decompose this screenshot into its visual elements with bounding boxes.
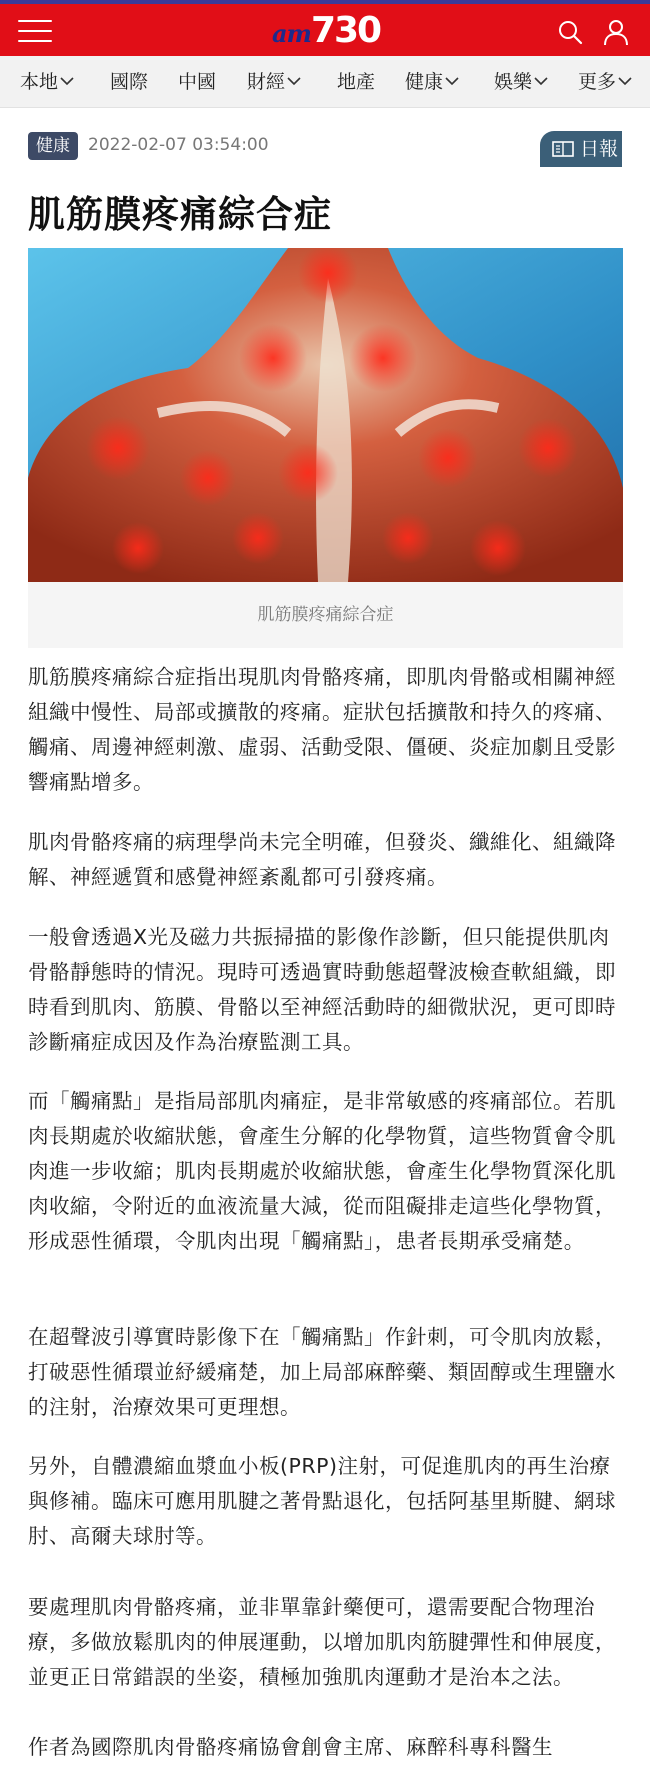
nav-item-label: 健康 [405,71,444,93]
nav-item-label: 財經 [247,71,286,93]
article-meta [28,132,628,162]
chevron-down-icon [60,74,74,88]
user-icon[interactable] [602,18,630,46]
site-logo[interactable] [272,8,380,52]
nav-item-local[interactable] [20,56,74,108]
newspaper-icon [552,141,574,157]
source-label: 日報 [580,138,619,160]
chevron-down-icon [445,74,459,88]
source-badge[interactable] [540,131,622,167]
chevron-down-icon [287,74,301,88]
chevron-down-icon [618,74,632,88]
nav-item-label: 更多 [578,71,617,93]
nav-item-more[interactable] [578,56,632,108]
nav-item-finance[interactable] [247,56,301,108]
nav-item-label: 中國 [178,71,217,93]
menu-icon[interactable] [18,20,52,44]
article-title: 肌筋膜疼痛綜合症 [28,193,332,236]
article-paragraph: 而「觸痛點」是指局部肌肉痛症，是非常敏感的疼痛部位。若肌肉長期處於收縮狀態，會產生分解的化學物質，這些物質會令肌肉進一步收縮；肌肉長期處於收縮狀態，會產生化學物質深化肌肉收縮，令附近的血液流量大減，從而阻礙排走這些化學物質，形成惡性循環，令肌肉出現「觸痛點」，患者長期承受痛楚。 [28,1089,616,1253]
category-badge[interactable]: 健康 [28,132,78,160]
article-paragraph: 肌筋膜疼痛綜合症指出現肌肉骨骼疼痛，即肌肉骨骼或相關神經組織中慢性、局部或擴散的疼痛。症狀包括擴散和持久的疼痛、觸痛、周邊神經刺激、虛弱、活動受限、僵硬、炎症加劇且受影響痛點增多。 [28,665,616,794]
article-paragraph: 肌肉骨骼疼痛的病理學尚未完全明確，但發炎、纖維化、組織降解、神經遞質和感覺神經紊亂都可引發疼痛。 [28,830,616,889]
publish-date: 2022-02-07 03:54:00 [88,135,269,155]
article-paragraph: 在超聲波引導實時影像下在「觸痛點」作針刺，可令肌肉放鬆，打破惡性循環並紓緩痛楚，加上局部麻醉藥、類固醇或生理鹽水的注射，治療效果可更理想。 [28,1325,616,1419]
chevron-down-icon [534,74,548,88]
article-paragraph: 另外，自體濃縮血漿血小板(PRP)注射，可促進肌肉的再生治療與修補。臨床可應用肌腱之著骨點退化，包括阿基里斯腱、網球肘、高爾夫球肘等。 [28,1454,616,1548]
nav-item-entertainment[interactable] [494,56,548,108]
article-figure [28,248,623,648]
search-icon[interactable] [556,18,584,46]
nav-item-health[interactable] [405,56,459,108]
nav-item-china[interactable] [178,56,216,108]
category-nav [0,56,650,108]
logo-prefix: am [272,18,311,48]
article-paragraph: 要處理肌肉骨骼疼痛，並非單靠針藥便可，還需要配合物理治療，多做放鬆肌肉的伸展運動，以增加肌肉筋腱彈性和伸展度，並更正日常錯誤的坐姿，積極加強肌肉運動才是治本之法。 [28,1595,616,1689]
nav-item-label: 地產 [337,71,376,93]
image-caption: 肌筋膜疼痛綜合症 [257,605,394,625]
nav-item-property[interactable] [337,56,375,108]
logo-number: 730 [310,9,381,51]
hero-image [28,248,623,582]
nav-item-international[interactable] [110,56,148,108]
nav-item-label: 國際 [110,71,149,93]
nav-item-label: 娛樂 [494,71,533,93]
top-header [0,0,650,56]
article-paragraph: 一般會透過X光及磁力共振掃描的影像作診斷，但只能提供肌肉骨骼靜態時的情況。現時可透過實時動態超聲波檢查軟組織，即時看到肌肉、筋膜、骨骼以至神經活動時的細微狀況，更可即時診斷痛症成因及作為治療監測工具。 [28,925,616,1054]
author-note: 作者為國際肌肉骨骼疼痛協會創會主席、麻醉科專科醫生 [28,1735,553,1759]
nav-item-label: 本地 [20,71,59,93]
